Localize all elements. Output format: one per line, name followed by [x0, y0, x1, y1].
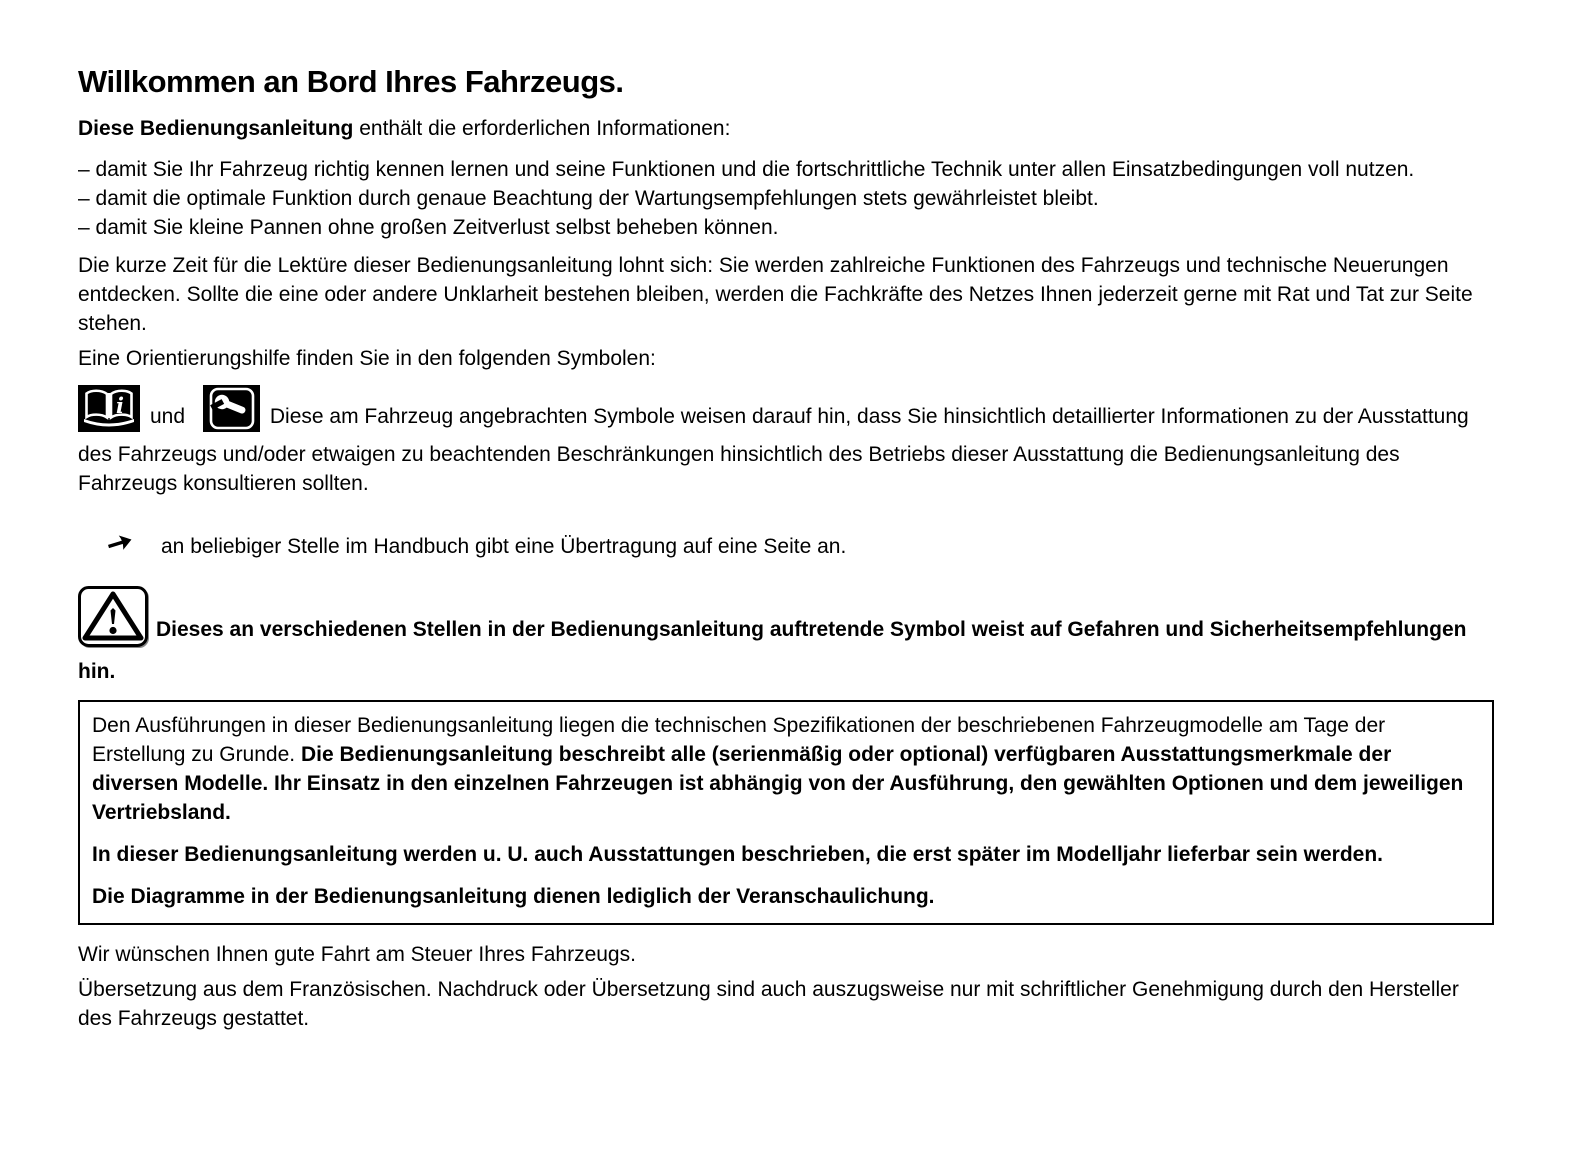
page-title: Willkommen an Bord Ihres Fahrzeugs.: [78, 64, 624, 99]
symbols-text: Diese am Fahrzeug angebrachten Symbole weisen darauf hin, dass Sie hinsichtlich detaillierter Informationen zu der Ausstattung des Fahrzeugs und/oder etwaigen zu beachtenden Beschränkungen hinsichtlich des Betriebs dieser Ausstattung die Bedienungsanleitung des Fahrzeugs konsultieren sollten.: [78, 405, 1469, 495]
notice-p1-regular: Den Ausführungen in dieser Bedienungsanleitung liegen die technischen Spezifikationen der beschriebenen Fahrzeugmodelle am Tage der Erstellung zu Grunde.: [92, 714, 1386, 766]
intro-paragraph: [78, 114, 1496, 143]
wrench-icon: [203, 385, 260, 440]
warning-paragraph: [78, 586, 1496, 686]
bullet-item: – damit Sie Ihr Fahrzeug richtig kennen lernen und seine Funktionen und die fortschrittliche Technik unter allen Einsatzbedingungen voll nutzen.: [78, 158, 1415, 181]
bullet-item: – damit die optimale Funktion durch genaue Beachtung der Wartungsempfehlungen stets gewährleistet bleibt.: [78, 187, 1099, 210]
notice-p1-bold: Die Bedienungsanleitung beschreibt alle (serienmäßig oder optional) verfügbaren Ausstattungsmerkmale der diversen Modelle. Ihr Einsatz in den einzelnen Fahrzeugen ist abhängig von der Ausführung, den gewählten Optionen und dem jeweiligen Vertriebsland.: [92, 743, 1464, 824]
arrow-reference-paragraph: [78, 529, 1496, 563]
warning-triangle-icon: [78, 586, 150, 657]
page-reference-arrow-icon: [105, 529, 135, 563]
intro-rest: enthält die erforderlichen Informationen:: [359, 117, 731, 140]
notice-paragraph-2: In dieser Bedienungsanleitung werden u. U. auch Ausstattungen beschrieben, die erst später im Modelljahr lieferbar sein werden.: [92, 843, 1384, 866]
notice-box: [78, 700, 1494, 925]
translation-note: Übersetzung aus dem Französischen. Nachdruck oder Übersetzung sind auch auszugsweise nur mit schriftlicher Genehmigung durch den Hersteller des Fahrzeugs gestattet.: [78, 978, 1459, 1030]
orientation-paragraph: Eine Orientierungshilfe finden Sie in den folgenden Symbolen:: [78, 347, 656, 370]
symbols-conjunction: und: [150, 405, 191, 428]
svg-text:i: i: [116, 393, 124, 418]
bullet-item: – damit Sie kleine Pannen ohne großen Zeitverlust selbst beheben können.: [78, 216, 779, 239]
closing-paragraph: Wir wünschen Ihnen gute Fahrt am Steuer Ihres Fahrzeugs.: [78, 943, 636, 966]
symbols-paragraph: [78, 385, 1496, 498]
notice-paragraph-1: [92, 711, 1480, 827]
manual-page: [0, 64, 1574, 1165]
intro-lead-bold: Diese Bedienungsanleitung: [78, 117, 360, 140]
lecture-paragraph: Die kurze Zeit für die Lektüre dieser Bedienungsanleitung lohnt sich: Sie werden zahlreiche Funktionen des Fahrzeugs und technische Neuerungen entdecken. Sollte die eine oder andere Unklarheit bestehen bleiben, werden die Fachkräfte des Netzes Ihnen jederzeit gerne mit Rat und Tat zur Seite stehen.: [78, 254, 1473, 335]
open-book-info-icon: [78, 385, 140, 440]
notice-paragraph-3: Die Diagramme in der Bedienungsanleitung dienen lediglich der Veranschaulichung.: [92, 885, 935, 908]
arrow-reference-text: an beliebiger Stelle im Handbuch gibt eine Übertragung auf eine Seite an.: [161, 535, 847, 558]
bullet-list: [78, 155, 1496, 242]
warning-text: Dieses an verschiedenen Stellen in der Bedienungsanleitung auftretende Symbol weist auf Gefahren und Sicherheitsempfehlungen hin.: [78, 618, 1467, 683]
